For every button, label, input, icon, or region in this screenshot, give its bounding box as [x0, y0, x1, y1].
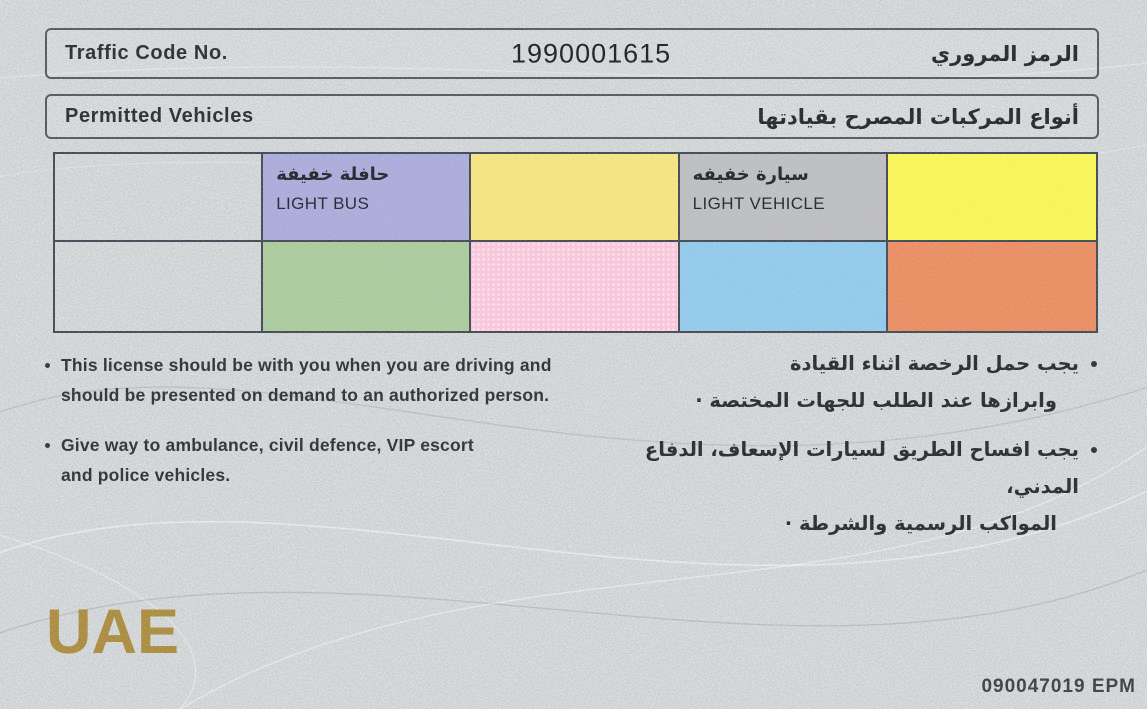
grid-cell-r2-empty [55, 242, 263, 331]
grid-cell-light-bus [263, 154, 471, 242]
note-en-give-way [45, 430, 657, 490]
notes-english [45, 350, 657, 490]
traffic-code-label-ar: الرمز المروري [930, 41, 1079, 66]
traffic-code-label-en: Traffic Code No. [65, 42, 228, 64]
serial-number: 090047019 EPM [981, 676, 1136, 697]
permitted-vehicles-box [45, 94, 1099, 139]
permitted-vehicles-label-en: Permitted Vehicles [65, 105, 254, 127]
bullet-icon [1091, 361, 1097, 367]
note-en-license-carry-text: This license should be with you when you are driving and should be presented on demand to an authorized person. [61, 355, 552, 405]
note-ar-give-way-text: يجب افساح الطريق لسيارات الإسعاف، الدفاع المدني، المواكب الرسمية والشرطة · [644, 438, 1079, 535]
bullet-icon [45, 443, 50, 448]
grid-cell-r1-empty [55, 154, 263, 242]
grid-cell-yellow-soft [471, 154, 679, 242]
grid-cell-yellow-bright [888, 154, 1096, 242]
bullet-icon [45, 363, 50, 368]
notes-arabic [627, 345, 1097, 542]
traffic-code-value: 1990001615 [511, 38, 672, 68]
permitted-vehicles-label-ar: أنواع المركبات المصرح بقيادتها [757, 104, 1079, 129]
bullet-icon [1091, 447, 1097, 453]
light-vehicle-label-en: LIGHT VEHICLE [692, 194, 826, 213]
grid-cell-green [263, 242, 471, 331]
note-en-give-way-text: Give way to ambulance, civil defence, VIP escort and police vehicles. [61, 435, 474, 485]
vehicle-category-grid [53, 152, 1098, 333]
grid-cell-light-vehicle [680, 154, 888, 242]
note-ar-license-carry-text: يجب حمل الرخصة اثناء القيادة وابرازها عند الطلب للجهات المختصة · [695, 352, 1079, 412]
traffic-code-box [45, 28, 1099, 79]
uae-brand-text: UAE [46, 597, 180, 667]
light-bus-label-en: LIGHT BUS [276, 194, 370, 213]
grid-cell-pink [471, 242, 679, 331]
light-bus-label-ar: حافلة خفيفة [276, 164, 390, 185]
note-ar-give-way [627, 431, 1097, 542]
light-vehicle-label-ar: سيارة خفيفه [692, 164, 809, 185]
grid-cell-orange [888, 242, 1096, 331]
note-en-license-carry [45, 350, 657, 410]
grid-cell-blue [680, 242, 888, 331]
note-ar-license-carry [627, 345, 1097, 419]
